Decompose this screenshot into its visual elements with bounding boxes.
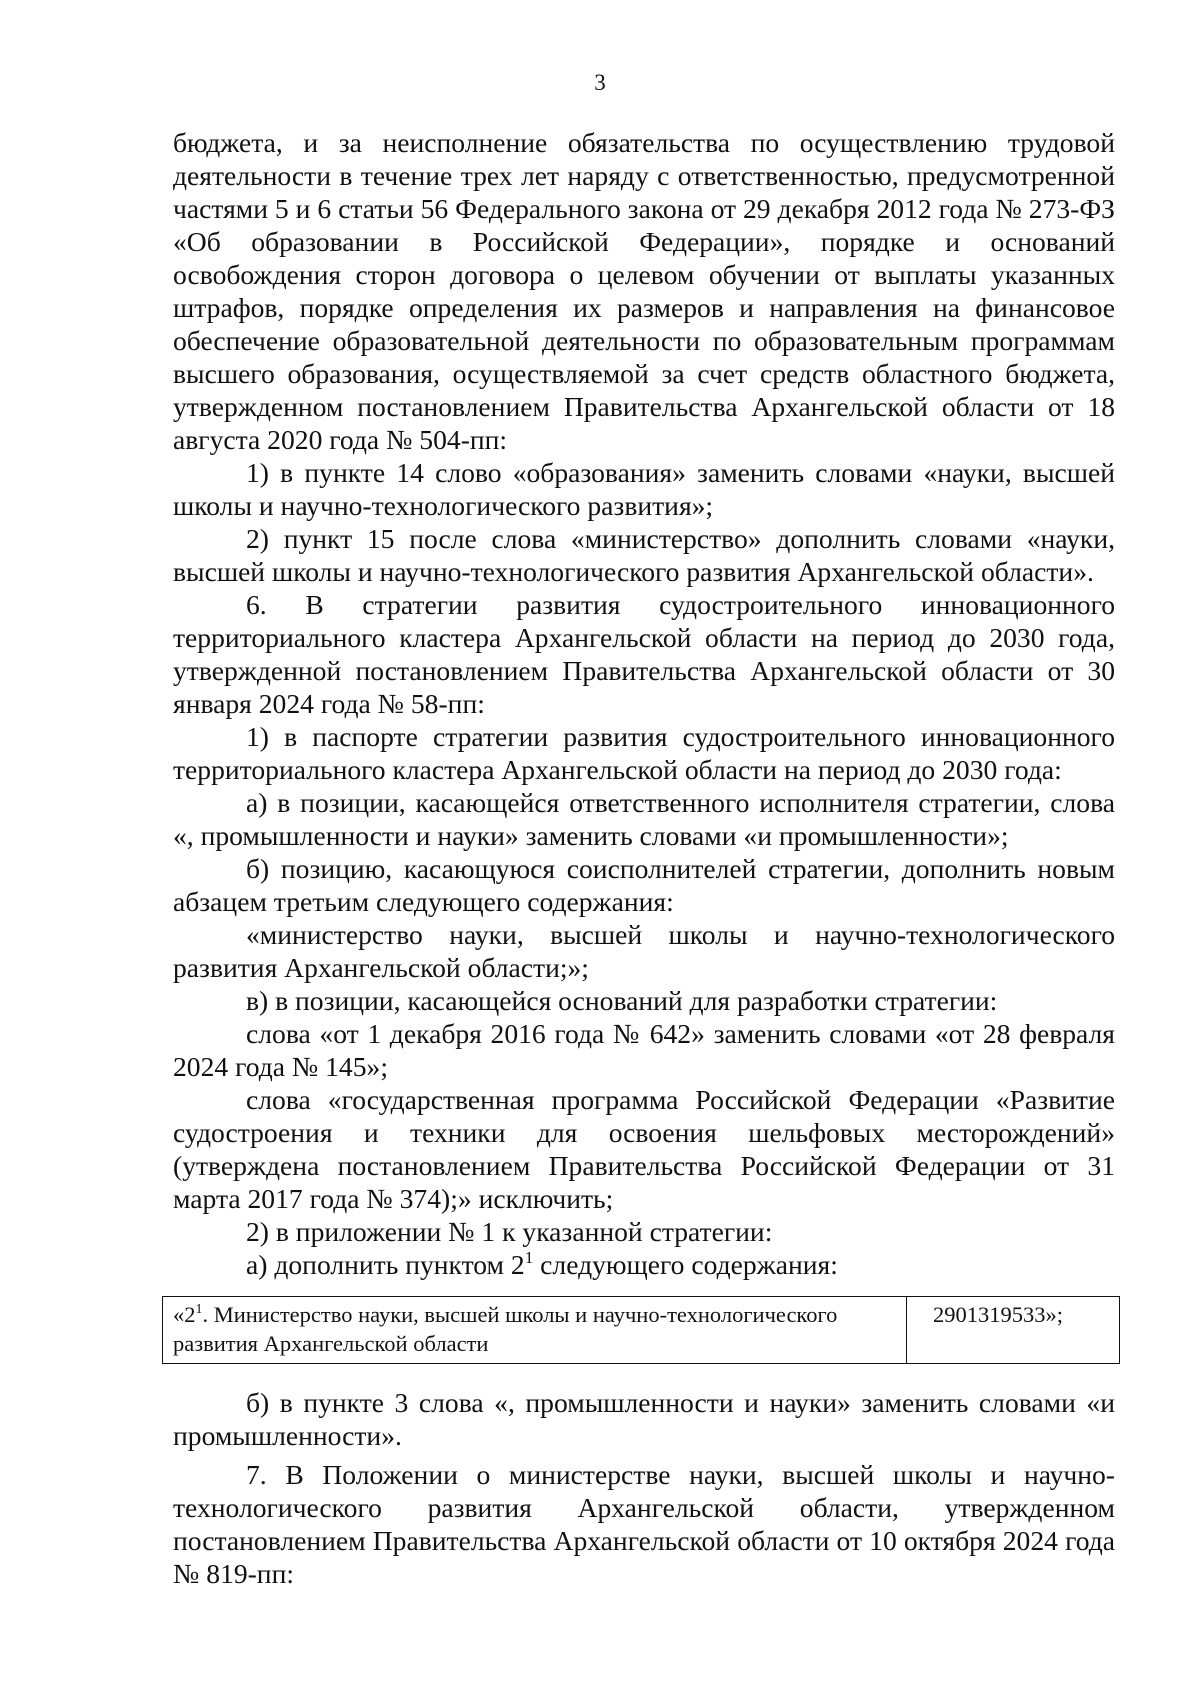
paragraph-add-point [173, 1248, 1115, 1281]
table-cell-code: 2901319533»; [907, 1297, 1120, 1364]
paragraph-section-6: 6. В стратегии развития судостроительного инновационного территориального кластера Архангельской области на период до 2030 года, утвержденной постановлением Правительства Архангельской области от 30 января 2024 года № 58-пп: [173, 589, 1115, 719]
page-number: 3 [594, 70, 606, 95]
document-body [173, 126, 1115, 1590]
paragraph-words-program: слова «государственная программа Российской Федерации «Развитие судостроения и техники для освоения шельфовых месторождений» (утверждена постановлением Правительства Российской Федерации от 31 марта 2017 года № 374);» исключить; [173, 1084, 1115, 1214]
paragraph-words-decree: слова «от 1 декабря 2016 года № 642» заменить словами «от 28 февраля 2024 года № 145»; [173, 1018, 1115, 1082]
paragraph-passport: 1) в паспорте стратегии развития судостроительного инновационного территориального кластера Архангельской области на период до 2030 года: [173, 721, 1115, 785]
paragraph-point-3: б) в пункте 3 слова «, промышленности и науки» заменить словами «и промышленности». [173, 1387, 1115, 1451]
table-cell-superscript: 1 [195, 1301, 203, 1317]
paragraph-item-1: 1) в пункте 14 слово «образования» заменить словами «науки, высшей школы и научно-технологического развития»; [173, 457, 1115, 521]
table-cell-open: «2 [173, 1302, 196, 1327]
add-point-text: а) дополнить пунктом 2 [246, 1249, 525, 1280]
paragraph-sub-a: а) в позиции, касающейся ответственного исполнителя стратегии, слова «, промышленности и науки» заменить словами «и промышленности»; [173, 787, 1115, 851]
paragraph-item-2: 2) пункт 15 после слова «министерство» дополнить словами «науки, высшей школы и научно-технологического развития Архангельской области». [173, 523, 1115, 587]
paragraph-continuation: бюджета, и за неисполнение обязательства по осуществлению трудовой деятельности в течение трех лет наряду с ответственностью, предусмотренной частями 5 и 6 статьи 56 Федерального закона от 29 декабря 2012 года № 273-ФЗ «Об образовании в Российской Федерации», порядке и оснований освобождения сторон договора о целевом обучении от выплаты указанных штрафов, порядке определения их размеров и направления на финансовое обеспечение образовательной деятельности по образовательным программам высшего образования, осуществляемой за счет средств областного бюджета, утвержденном постановлением Правительства Архангельской области от 18 августа 2020 года № 504-пп: [173, 127, 1115, 455]
paragraph-ministry-quote: «министерство науки, высшей школы и научно-технологического развития Архангельской области;»; [173, 919, 1115, 983]
paragraph-appendix: 2) в приложении № 1 к указанной стратегии: [246, 1216, 773, 1247]
add-point-text-end: следующего содержания: [533, 1249, 838, 1280]
paragraph-sub-v: в) в позиции, касающейся оснований для разработки стратегии: [246, 985, 998, 1016]
add-point-superscript: 1 [524, 1247, 534, 1267]
paragraph-section-7: 7. В Положении о министерстве науки, высшей школы и научно-технологического развития Архангельской области, утвержденном постановлением Правительства Архангельской области от 10 октября 2024 года № 819-пп: [173, 1459, 1115, 1589]
table-cell-text: . Министерство науки, высшей школы и научно-технологического развития Архангельской области [173, 1302, 838, 1356]
table-cell-name [163, 1297, 907, 1364]
table-row [163, 1297, 1120, 1364]
insert-table [162, 1296, 1120, 1364]
paragraph-sub-b: б) позицию, касающуюся соисполнителей стратегии, дополнить новым абзацем третьим следующего содержания: [173, 853, 1115, 917]
